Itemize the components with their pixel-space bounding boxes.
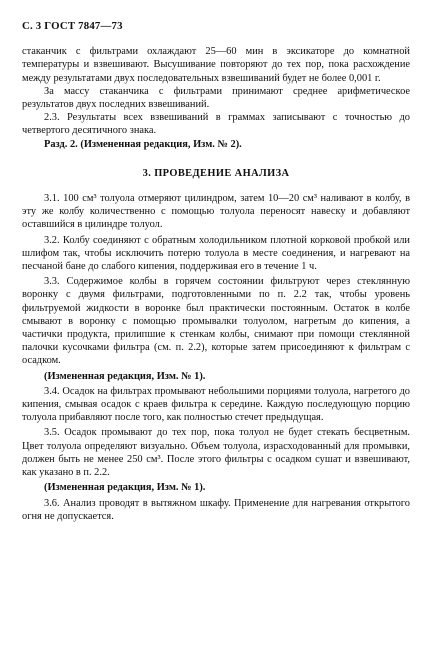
- section-title: 3. ПРОВЕДЕНИЕ АНАЛИЗА: [142, 167, 290, 179]
- paragraph-3-3: 3.3. Содержимое колбы в горячем состоянии фильтруют через стеклянную воронку с двумя фильтрами, подготовленными по п. 2.2 так, чтобы уровень фильтруемой жидкости в воронке был практически постоянным. Остаток в колбе смывают в воронку с помощью промывалки толуолом, нагретым до кипения, а частички продукта, прилипшие к стенкам колбы, снимают при помощи стеклянной палочки кусочками фильтра (см. п. 2.2), которые затем присоединяют к фильтрам с осадком.: [22, 276, 410, 367]
- paragraph-3-2: 3.2. Колбу соединяют с обратным холодильником плотной корковой пробкой или шлифом так, чтобы исключить потерю толуола в месте соединения, и нагревают на песчаной бане до слабого кипения, поддерживая его в течение 1 ч.: [22, 234, 410, 273]
- revision-note-2: (Измененная редакция, Изм. № 1).: [44, 482, 206, 494]
- revision-note-section-2: Разд. 2. (Измененная редакция, Изм. № 2).: [44, 138, 242, 150]
- document-page: [22, 20, 410, 523]
- paragraph-3-1: 3.1. 100 см³ толуола отмеряют цилиндром, затем 10—20 см³ наливают в колбу, в эту же колбу количественно с помощью толуола переносят навеску и добавляют оставшийся в цилиндре толуол.: [22, 193, 410, 231]
- page-header: С. 3 ГОСТ 7847—73: [22, 20, 123, 32]
- paragraph-3-6: 3.6. Анализ проводят в вытяжном шкафу. Применение для нагревания открытого огня не допускается.: [22, 497, 410, 522]
- paragraph-mass-definition: За массу стаканчика с фильтрами принимают среднее арифметическое результатов двух последних взвешиваний.: [22, 85, 410, 111]
- revision-note-1: (Измененная редакция, Изм. № 1).: [44, 370, 206, 382]
- paragraph-3-4: 3.4. Осадок на фильтрах промывают небольшими порциями толуола, нагретого до кипения, смывая осадок с краев фильтра к середине. Каждую последующую порцию толуола прибавляют после того, как полностью стечет предыдущая.: [22, 385, 410, 424]
- paragraph-continuation: стаканчик с фильтрами охлаждают 25—60 мин в эксикаторе до комнатной температуры и взвешивают. Высушивание повторяют до тех пор, пока расхождение между результатами двух последовательных взвешиваний будет не более 0,001 г.: [22, 46, 410, 84]
- paragraph-3-5: 3.5. Осадок промывают до тех пор, пока толуол не будет стекать бесцветным. Цвет толуола определяют визуально. Объем толуола, израсходованный для промывки, должен быть не менее 250 см³. После этого фильтры с осадком сушат и взвешивают, как указано в п. 2.2.: [22, 427, 410, 479]
- paragraph-2-3: 2.3. Результаты всех взвешиваний в граммах записывают с точностью до четвертого десятичного знака.: [22, 112, 410, 137]
